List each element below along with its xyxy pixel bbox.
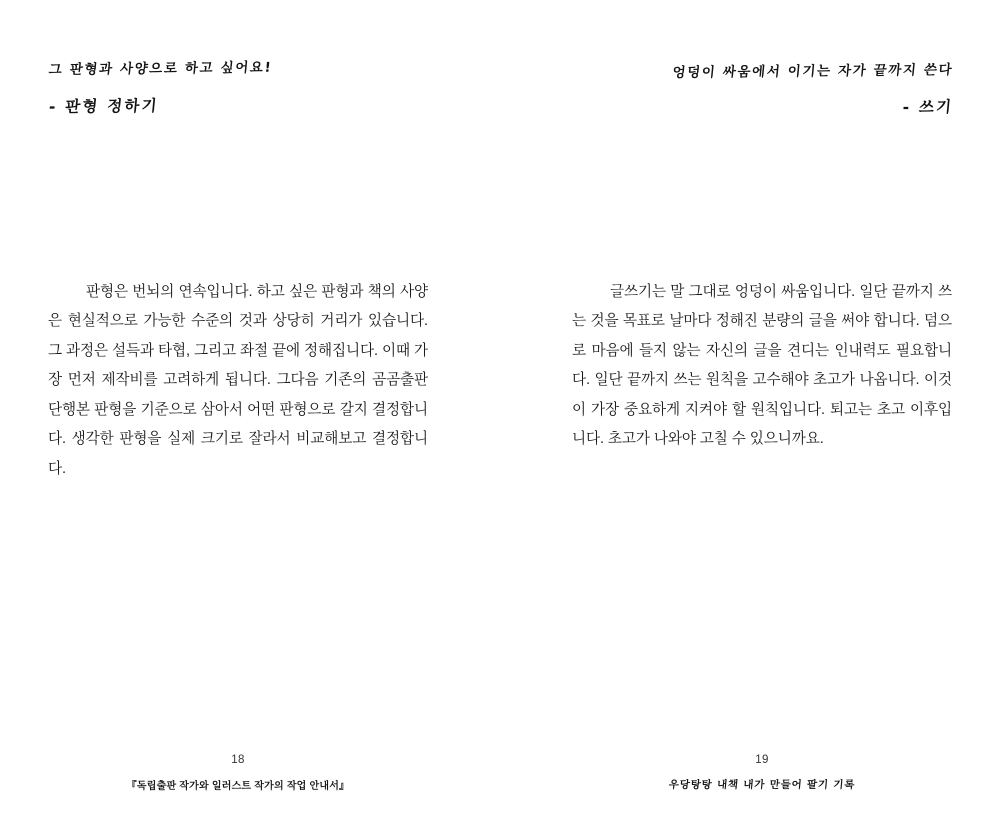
right-page-number: 19 — [755, 754, 769, 766]
right-body-text — [572, 278, 952, 455]
left-running-head — [48, 58, 274, 117]
left-body-text — [48, 278, 428, 484]
left-footer-title: 『독립출판 작가와 일러스트 작가의 작업 안내서』 — [126, 781, 350, 792]
right-body-paragraph: 글쓰기는 말 그대로 엉덩이 싸움입니다. 일단 끝까지 쓰는 것을 목표로 날마다 정해진 분량의 글을 써야 합니다. 덤으로 마음에 들지 않는 자신의 글을 견디는 인내력도 필요합니다. 일단 끝까지 쓰는 원칙을 고수해야 초고가 나옵니다. 이것이 가장 중요하게 지켜야 할 원칙입니다. 퇴고는 초고 이후입니다. 초고가 나와야 고칠 수 있으니까요. — [572, 284, 952, 448]
left-running-head-line1: 그 판형과 사양으로 하고 싶어요! — [48, 59, 274, 78]
left-running-head-line2: - 판형 정하기 — [48, 96, 160, 117]
left-page-number: 18 — [231, 754, 245, 766]
right-running-head-line1: 엉덩이 싸움에서 이기는 자가 끝까지 쓴다 — [671, 62, 954, 81]
right-running-head — [672, 58, 952, 117]
right-footer-title: 우당탕탕 내책 내가 만들어 팔기 기록 — [668, 779, 856, 791]
left-body-paragraph: 판형은 번뇌의 연속입니다. 하고 싶은 판형과 책의 사양은 현실적으로 가능한 수준의 것과 상당히 거리가 있습니다. 그 과정은 설득과 타협, 그리고 좌절 끝에 정해집니다. 이때 가장 먼저 제작비를 고려하게 됩니다. 그다음 기존의 곰곰출판 단행본 판형을 기준으로 삼아서 어떤 판형으로 갈지 결정합니다. 생각한 판형을 실제 크기로 잘라서 비교해보고 결정합니다. — [48, 284, 428, 477]
right-running-head-line2: - 쓰기 — [901, 98, 954, 117]
right-page — [500, 0, 1000, 833]
